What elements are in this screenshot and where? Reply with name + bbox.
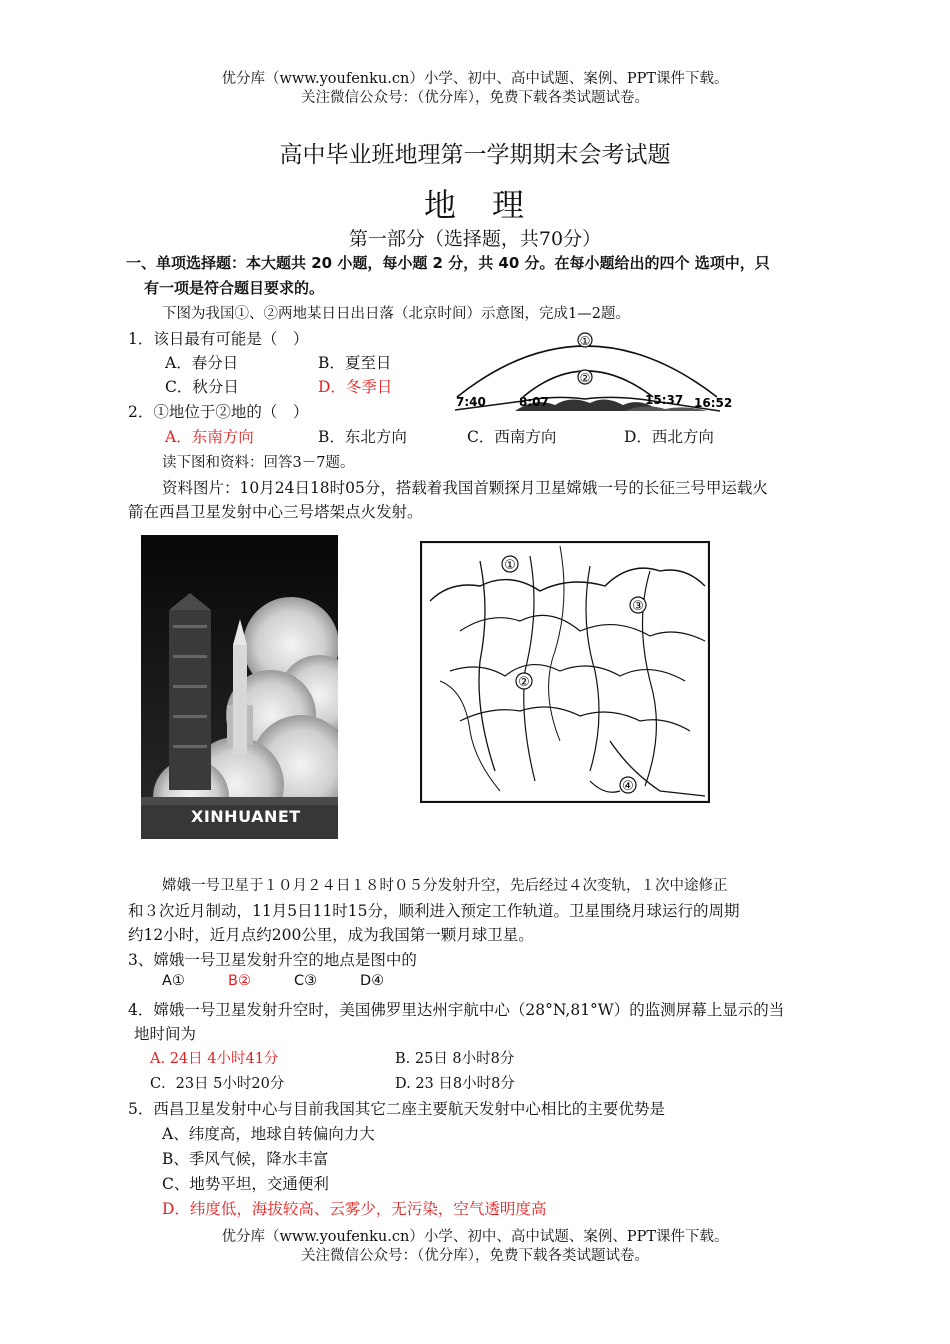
question-4-stem-line-1: 4．嫦娥一号卫星发射升空时，美国佛罗里达州宇航中心（28°N,81°W）的监测屏幕上显示的当	[128, 1001, 785, 1019]
question-1-option-c: C．秋分日	[165, 378, 239, 396]
sunrise-intro: 下图为我国①、②两地某日日出日落（北京时间）示意图，完成1—2题。	[162, 306, 630, 322]
question-4-option-d: D. 23 日8小时8分	[395, 1076, 515, 1092]
question-4-option-b: B. 25日 8小时8分	[395, 1051, 515, 1067]
question-3-option-a: A①	[162, 973, 185, 989]
region-map	[420, 541, 710, 803]
question-3-option-d: D④	[360, 973, 385, 989]
question-3-option-c: C③	[294, 973, 318, 989]
sun-diagram-marker-1: ①	[579, 334, 591, 348]
exam-title: 高中毕业班地理第一学期期末会考试题	[279, 142, 671, 168]
photo-watermark: XINHUANET	[191, 807, 301, 826]
sun-diagram-time-1: 7:40	[456, 395, 486, 409]
map-marker-2: ②	[518, 675, 530, 690]
question-1-option-d: D．冬季日	[318, 378, 393, 396]
paragraph-line-1: 嫦娥一号卫星于１０月２４日１８时０５分发射升空，先后经过４次变轨，１次中途修正	[162, 878, 728, 894]
sun-diagram-marker-2: ②	[579, 371, 591, 385]
question-3-stem: 3、嫦娥一号卫星发射升空的地点是图中的	[128, 951, 417, 969]
question-2-option-d: D．西北方向	[624, 428, 714, 446]
footer-line-1: 优分库（www.youfenku.cn）小学、初中、高中试题、案例、PPT课件下载。	[221, 1229, 729, 1245]
question-3-option-b: B②	[228, 973, 251, 989]
question-4-option-c: C．23日 5小时20分	[150, 1076, 285, 1092]
question-4-stem-line-2: 地时间为	[134, 1025, 197, 1043]
header-line-2: 关注微信公众号：（优分库），免费下载各类试题试卷。	[301, 90, 649, 106]
sun-diagram-time-3: 15:37	[645, 393, 684, 407]
map-marker-4: ④	[622, 779, 634, 794]
material-line-2: 箭在西昌卫星发射中心三号塔架点火发射。	[128, 503, 423, 521]
question-5-option-b: B、季风气候，降水丰富	[162, 1150, 329, 1168]
map-marker-3: ③	[632, 599, 644, 614]
part-heading: 第一部分（选择题，共70分）	[348, 228, 602, 250]
question-5-option-a: A、纬度高，地球自转偏向力大	[162, 1125, 375, 1143]
question-4-option-a: A. 24日 4小时41分	[150, 1051, 279, 1067]
section-instruction-line-1: 一、单项选择题：本大题共 20 小题，每小题 2 分，共 40 分。在每小题给出的四个 选项中，只	[126, 254, 770, 272]
question-2-stem: 2．①地位于②地的（ ）	[128, 403, 309, 421]
question-1-stem: 1．该日最有可能是（ ）	[128, 330, 309, 348]
subject-title: 地 理	[423, 186, 526, 224]
rocket-launch-photo	[141, 535, 338, 839]
paragraph-line-2: 和３次近月制动，11月5日11时15分，顺利进入预定工作轨道。卫星围绕月球运行的周期	[128, 902, 740, 920]
question-1-option-a: A．春分日	[165, 354, 239, 372]
material-line-1: 资料图片：10月24日18时05分，搭载着我国首颗探月卫星嫦娥一号的长征三号甲运载火	[162, 479, 768, 497]
sun-diagram-time-4: 16:52	[694, 396, 733, 410]
sun-path-diagram	[445, 325, 735, 420]
header-line-1: 优分库（www.youfenku.cn）小学、初中、高中试题、案例、PPT课件下载。	[221, 71, 729, 87]
question-5-option-d: D．纬度低，海拔较高、云雾少，无污染，空气透明度高	[162, 1200, 547, 1218]
paragraph-line-3: 约12小时，近月点约200公里，成为我国第一颗月球卫星。	[128, 926, 534, 944]
question-2-option-b: B．东北方向	[318, 428, 407, 446]
map-marker-1: ①	[504, 558, 516, 573]
footer-line-2: 关注微信公众号：（优分库），免费下载各类试题试卷。	[301, 1248, 649, 1264]
question-5-stem: 5．西昌卫星发射中心与目前我国其它二座主要航天发射中心相比的主要优势是	[128, 1100, 665, 1118]
read-intro: 读下图和资料：回答3－7题。	[162, 455, 355, 471]
section-instruction-line-2: 有一项是符合题目要求的。	[144, 279, 325, 297]
question-1-option-b: B．夏至日	[318, 354, 392, 372]
question-2-option-c: C．西南方向	[467, 428, 557, 446]
question-5-option-c: C、地势平坦，交通便利	[162, 1175, 329, 1193]
sun-diagram-time-2: 8:07	[519, 395, 549, 409]
question-2-option-a: A．东南方向	[165, 428, 254, 446]
